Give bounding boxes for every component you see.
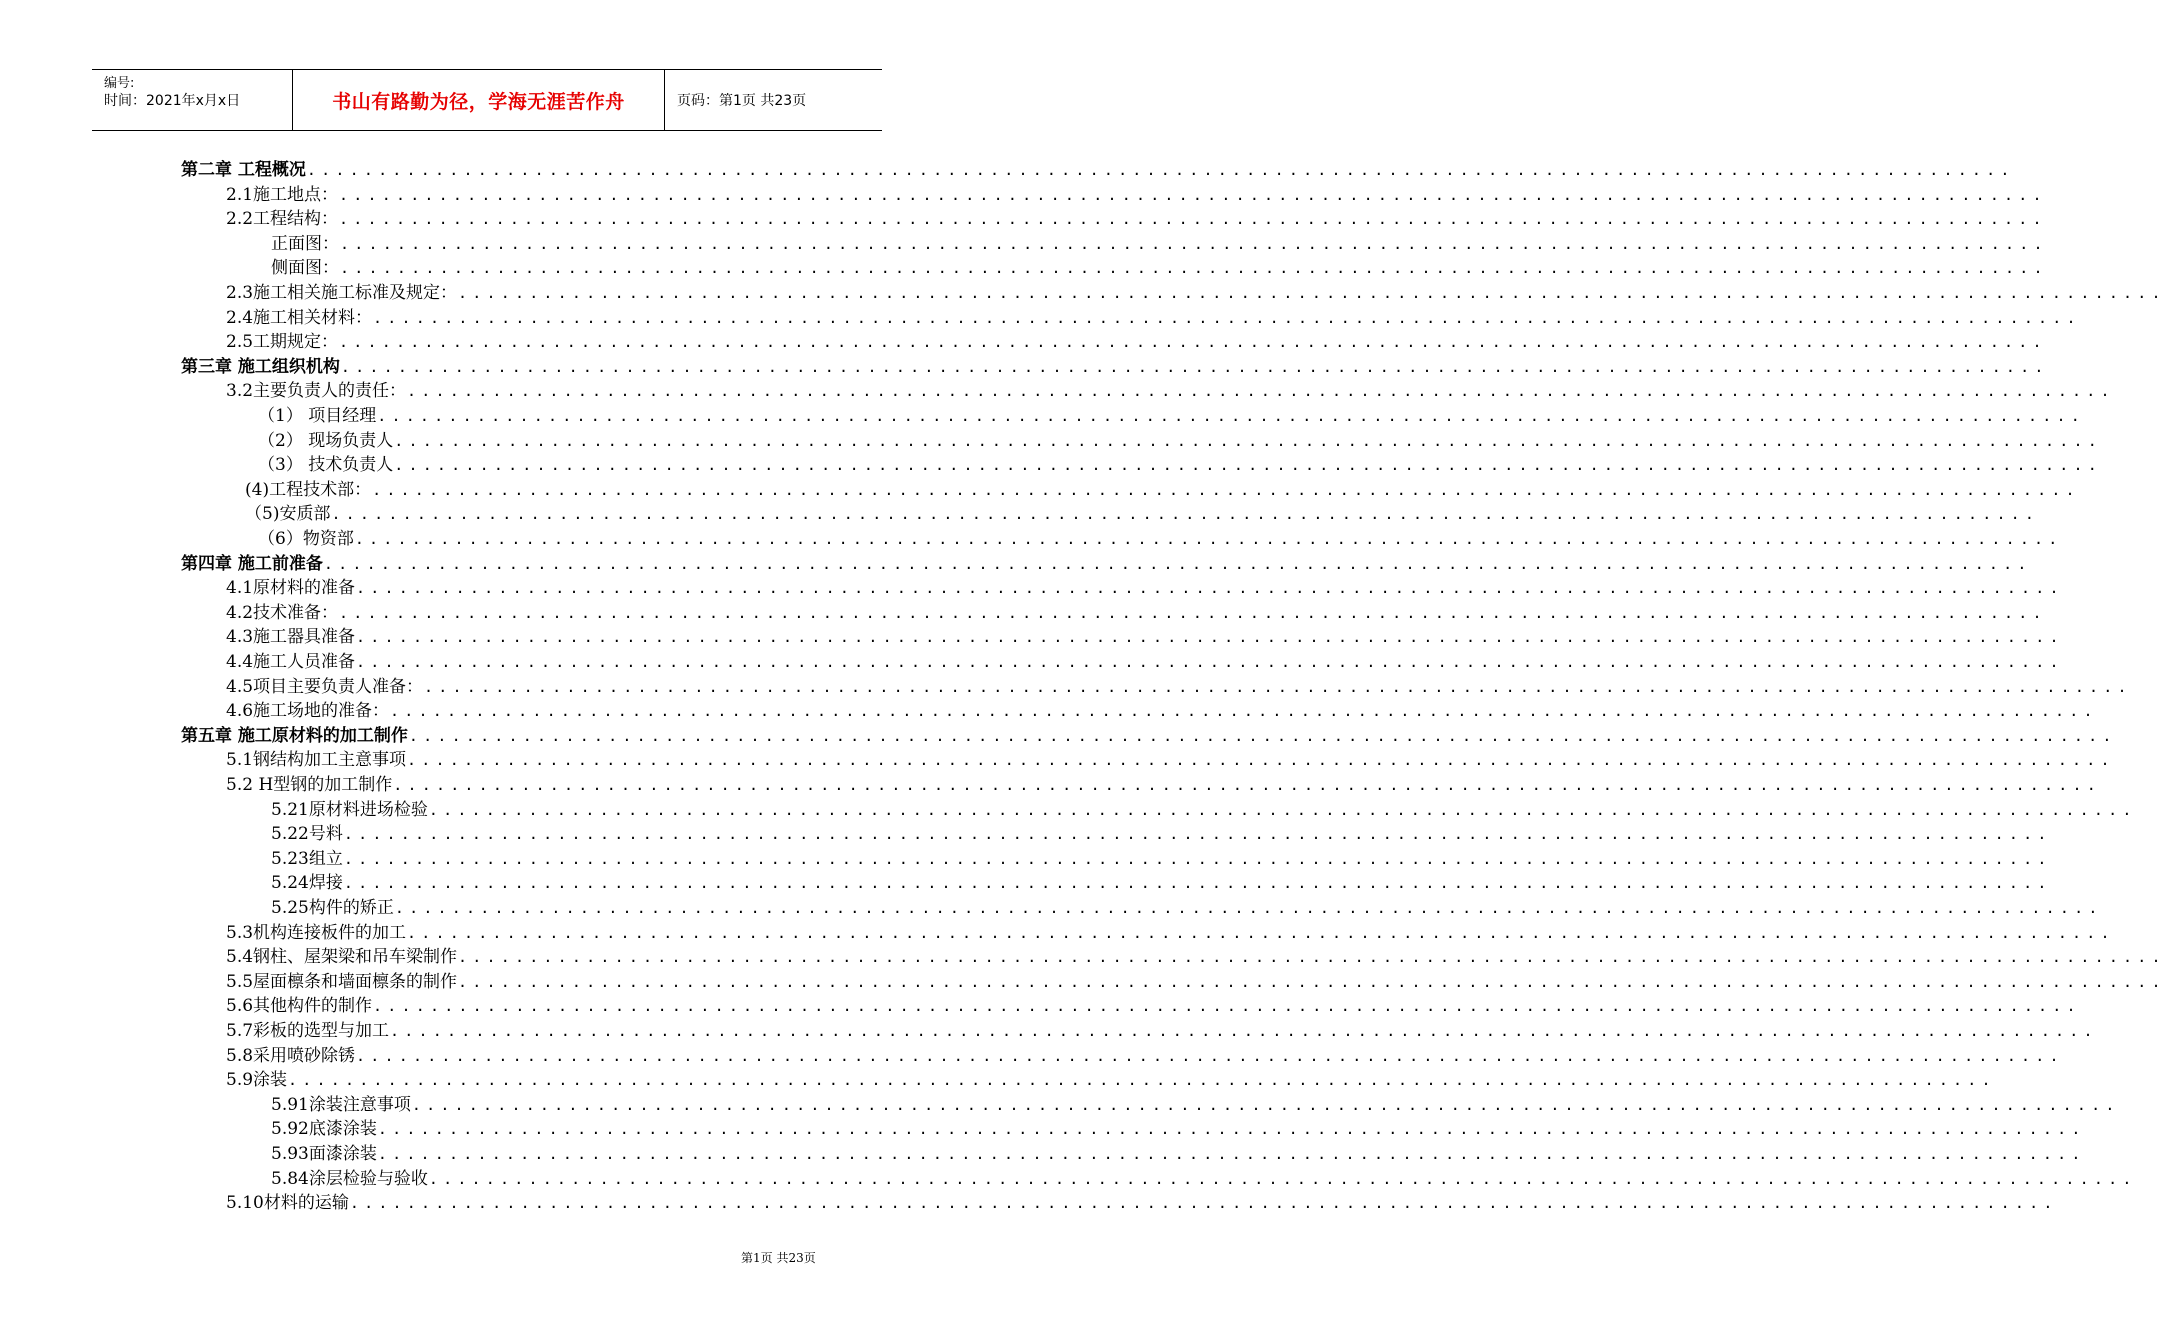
toc-entry[interactable] [271, 1093, 2120, 1118]
toc-dot-leader: ........................................................................................................................ [323, 554, 2032, 573]
toc-entry-title: 5.4钢柱、屋架梁和吊车梁制作 [226, 947, 458, 968]
toc-entry-title: (4)工程技术部： [245, 479, 372, 500]
toc-entry-title: 2.4施工相关材料： [226, 307, 373, 328]
toc-dot-leader: ........................................................................................................................ [343, 825, 2052, 844]
toc-chapter-entry[interactable] [181, 552, 2032, 577]
toc-dot-leader: ........................................................................................................................ [390, 702, 2098, 721]
toc-entry[interactable] [226, 330, 2047, 355]
toc-dot-leader: ........................................................................................................................ [339, 185, 2047, 204]
toc-entry-title: 5.6其他构件的制作 [226, 996, 373, 1017]
toc-entry-title: 第五章 施工原材料的加工制作 [181, 725, 408, 746]
toc-entry[interactable] [271, 232, 2048, 257]
toc-chapter-entry[interactable] [181, 158, 2015, 183]
toc-entry-title: 5.25构件的矫正 [271, 898, 394, 918]
toc-entry[interactable] [245, 478, 2080, 503]
toc-dot-leader: ........................................................................................................................ [331, 505, 2040, 524]
toc-entry[interactable] [258, 429, 2102, 454]
document-number-label: 编号: [104, 76, 135, 91]
toc-entry[interactable] [226, 1068, 1996, 1093]
toc-entry[interactable] [226, 576, 2064, 601]
toc-entry[interactable] [271, 896, 2103, 921]
toc-dot-leader: ........................................................................................................................ [356, 579, 2064, 598]
toc-entry[interactable] [226, 970, 2166, 995]
toc-entry-title: 5.9涂装 [226, 1070, 288, 1091]
toc-entry-title: 5.22号料 [271, 824, 343, 845]
toc-entry[interactable] [271, 798, 2137, 823]
toc-dot-leader: ........................................................................................................................ [339, 603, 2047, 622]
toc-dot-leader: ........................................................................................................................ [356, 653, 2064, 671]
toc-dot-leader: ........................................................................................................................ [428, 800, 2137, 819]
toc-entry-title: 5.91涂装注意事项 [271, 1094, 411, 1115]
toc-entry-title: 4.4施工人员准备 [226, 652, 356, 672]
toc-dot-leader: ........................................................................................................................ [377, 407, 2085, 425]
toc-dot-leader: ........................................................................................................................ [424, 677, 2132, 696]
toc-entry[interactable] [226, 1019, 2098, 1044]
toc-entry-title: 侧面图： [271, 258, 339, 279]
toc-entry-title: 正面图： [271, 233, 339, 254]
toc-dot-leader: ........................................................................................................................ [349, 1194, 2058, 1213]
toc-entry[interactable] [226, 748, 2115, 773]
toc-entry-title: 4.3施工器具准备 [226, 627, 356, 648]
toc-entry-title: 5.92底漆涂装 [271, 1119, 377, 1140]
toc-dot-leader: ........................................................................................................................ [390, 1022, 2098, 1040]
toc-entry[interactable] [271, 256, 2048, 281]
toc-entry-title: 4.1原材料的准备 [226, 578, 356, 599]
toc-dot-leader: ........................................................................................................................ [407, 382, 2115, 401]
toc-entry-title: 5.1钢结构加工主意事项 [226, 750, 407, 771]
page-footer: 第1页 共23页 [741, 1251, 816, 1265]
toc-entry[interactable] [226, 773, 2101, 798]
toc-entry[interactable] [226, 650, 2064, 675]
toc-entry[interactable] [226, 699, 2098, 724]
toc-dot-leader: ........................................................................................................................ [340, 259, 2048, 278]
toc-entry[interactable] [226, 994, 2081, 1019]
toc-dot-leader: ........................................................................................................................ [407, 751, 2115, 770]
toc-entry-title: 5.23组立 [271, 848, 343, 869]
toc-entry-title: 第三章 施工组织机构 [181, 356, 340, 377]
toc-entry-title: 5.2 H型钢的加工制作 [226, 775, 393, 795]
toc-dot-leader: ........................................................................................................................ [393, 776, 2101, 794]
toc-dot-leader: ........................................................................................................................ [343, 874, 2052, 893]
document-time-label: 时间：2021年x月x日 [104, 93, 241, 109]
toc-entry[interactable] [271, 847, 2052, 872]
toc-entry[interactable] [258, 527, 2063, 552]
toc-entry[interactable] [271, 1167, 2137, 1192]
toc-entry-title: 2.2工程结构： [226, 209, 339, 230]
toc-entry[interactable] [226, 601, 2047, 626]
toc-entry-title: 5.3机构连接板件的加工 [226, 922, 407, 943]
toc-dot-leader: ........................................................................................................................ [372, 480, 2080, 499]
toc-entry-title: 2.5工期规定： [226, 332, 339, 353]
toc-entry-title: 第二章 工程概况 [181, 160, 306, 180]
toc-dot-leader: ........................................................................................................................ [428, 1169, 2137, 1188]
toc-dot-leader: ........................................................................................................................ [306, 161, 2015, 179]
toc-entry[interactable] [226, 281, 2166, 306]
toc-dot-leader: ........................................................................................................................ [458, 948, 2166, 967]
toc-entry-title: 5.10材料的运输 [226, 1193, 349, 1214]
toc-dot-leader: ........................................................................................................................ [288, 1071, 1996, 1090]
toc-entry-title: 4.6施工场地的准备： [226, 701, 390, 722]
toc-entry-title: 5.84涂层检验与验收 [271, 1168, 428, 1189]
toc-entry-title: （6）物资部 [258, 529, 354, 549]
header-motto: 书山有路勤为径，学海无涯苦作舟 [332, 90, 625, 113]
toc-entry[interactable] [245, 502, 2040, 527]
toc-entry[interactable] [258, 453, 2102, 478]
toc-entry-title: 3.2主要负责人的责任： [226, 381, 407, 402]
toc-entry-title: （5)安质部 [245, 504, 331, 525]
toc-entry[interactable] [271, 871, 2052, 896]
toc-entry-title: （2） 现场负责人 [258, 430, 394, 451]
toc-entry[interactable] [226, 625, 2064, 650]
toc-entry[interactable] [226, 379, 2115, 404]
toc-dot-leader: ........................................................................................................................ [373, 997, 2081, 1016]
toc-entry[interactable] [226, 675, 2132, 700]
toc-dot-leader: ........................................................................................................................ [411, 1095, 2120, 1114]
toc-dot-leader: ........................................................................................................................ [340, 357, 2049, 376]
toc-dot-leader: ........................................................................................................................ [394, 899, 2103, 917]
toc-entry[interactable] [226, 921, 2115, 946]
header-page-info: 页码：第1页 共23页 [677, 93, 807, 109]
toc-entry[interactable] [271, 1142, 2086, 1167]
toc-entry-title: 第四章 施工前准备 [181, 553, 323, 574]
toc-dot-leader: ........................................................................................................................ [343, 849, 2052, 868]
toc-entry[interactable] [226, 945, 2166, 970]
toc-chapter-entry[interactable] [181, 355, 2049, 380]
toc-entry[interactable] [226, 183, 2047, 208]
toc-dot-leader: ........................................................................................................................ [340, 234, 2048, 253]
toc-dot-leader: ........................................................................................................................ [394, 456, 2102, 475]
toc-entry-title: 2.3施工相关施工标准及规定： [226, 283, 458, 303]
toc-dot-leader: ........................................................................................................................ [356, 1046, 2064, 1065]
toc-dot-leader: ........................................................................................................................ [394, 431, 2102, 450]
toc-entry[interactable] [271, 822, 2052, 847]
toc-entry[interactable] [226, 306, 2081, 331]
toc-entry-title: 5.24焊接 [271, 873, 343, 894]
toc-entry-title: 5.7彩板的选型与加工 [226, 1021, 390, 1041]
toc-dot-leader: ........................................................................................................................ [339, 333, 2047, 352]
toc-entry[interactable] [226, 207, 2047, 232]
toc-dot-leader: ........................................................................................................................ [339, 210, 2047, 229]
toc-entry-title: 5.93面漆涂装 [271, 1144, 377, 1164]
toc-entry-title: （3） 技术负责人 [258, 455, 394, 476]
toc-chapter-entry[interactable] [181, 724, 2117, 749]
toc-dot-leader: ........................................................................................................................ [377, 1145, 2086, 1163]
toc-entry-title: 5.5屋面檩条和墙面檩条的制作 [226, 971, 458, 992]
toc-entry[interactable] [226, 1191, 2058, 1216]
toc-entry-title: 4.5项目主要负责人准备： [226, 676, 424, 697]
toc-entry[interactable] [258, 404, 2085, 429]
toc-dot-leader: ........................................................................................................................ [458, 284, 2166, 302]
toc-dot-leader: ........................................................................................................................ [407, 923, 2115, 942]
toc-entry-title: 5.8采用喷砂除锈 [226, 1045, 356, 1066]
toc-dot-leader: ........................................................................................................................ [354, 530, 2063, 548]
toc-entry[interactable] [271, 1117, 2086, 1142]
toc-entry[interactable] [226, 1044, 2064, 1069]
toc-dot-leader: ........................................................................................................................ [377, 1120, 2086, 1139]
toc-entry-title: 4.2技术准备： [226, 602, 339, 623]
toc-dot-leader: ........................................................................................................................ [356, 628, 2064, 647]
toc-dot-leader: ........................................................................................................................ [458, 972, 2166, 991]
toc-entry-title: 5.21原材料进场检验 [271, 799, 428, 820]
toc-dot-leader: ........................................................................................................................ [373, 308, 2081, 327]
toc-dot-leader: ........................................................................................................................ [408, 726, 2117, 745]
toc-entry-title: 2.1施工地点： [226, 184, 339, 205]
toc-entry-title: （1） 项目经理 [258, 406, 377, 426]
